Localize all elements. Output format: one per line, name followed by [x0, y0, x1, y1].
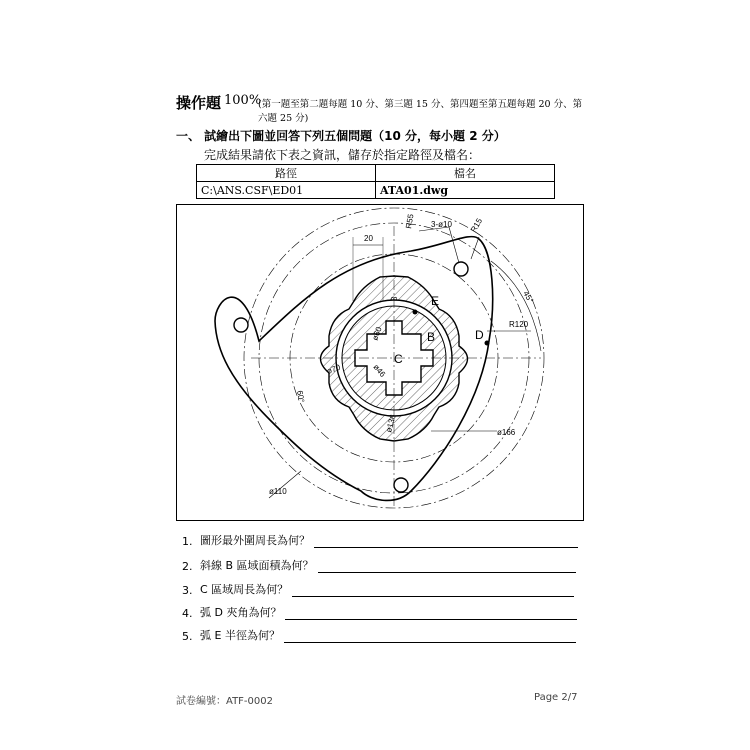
filename-value: ATA01.dwg	[376, 182, 555, 199]
question-4	[182, 604, 577, 620]
dim-136: ø136	[384, 413, 398, 434]
dim-r120: R120	[509, 320, 529, 329]
question-number: 5.	[182, 630, 193, 643]
point-d	[485, 341, 490, 346]
filename-header: 檔名	[376, 165, 555, 182]
answer-line[interactable]	[318, 562, 576, 573]
hole-left	[234, 318, 248, 332]
question-instruction: 完成結果請依下表之資訊，儲存於指定路徑及檔名：	[204, 148, 481, 162]
question-text: 圖形最外圍周長為何？	[200, 534, 310, 547]
answer-line[interactable]	[285, 609, 577, 620]
label-c: C	[394, 352, 403, 366]
dim-46: ø46	[371, 362, 388, 379]
page-number: Page 2/7	[534, 692, 578, 703]
answer-line[interactable]	[292, 586, 574, 597]
question-number: 4.	[182, 607, 193, 620]
dim-60: ø60	[370, 325, 384, 342]
dim-r15: R15	[468, 216, 485, 234]
question-number: 1.	[182, 535, 193, 548]
path-value: C:\ANS.CSF\ED01	[197, 182, 376, 199]
dim-8: 8	[390, 296, 399, 301]
dim-holes: 3-ø10	[431, 220, 452, 229]
section-title: 操作題	[176, 94, 222, 112]
exam-id: 試卷編號：ATF-0002	[176, 696, 273, 707]
label-e: E	[431, 294, 440, 308]
label-d: D	[475, 328, 484, 342]
dim-20: 20	[364, 234, 373, 243]
answer-line[interactable]	[284, 632, 576, 643]
dim-166: ø166	[497, 428, 516, 437]
question-text: 斜線 B 區域面積為何？	[200, 559, 314, 572]
hole-top-right	[454, 262, 468, 276]
dim-70: ø70	[325, 362, 342, 376]
question-3	[182, 581, 574, 597]
question-heading: 一、 試繪出下圖並回答下列五個問題（10 分，每小題 2 分）	[176, 129, 506, 143]
section-percent: 100%	[224, 93, 262, 108]
answer-line[interactable]	[314, 537, 578, 548]
technical-drawing	[176, 204, 584, 521]
dim-45: 45°	[521, 289, 536, 305]
point-e	[413, 310, 418, 315]
score-note-line1: (第一題至第二題每題 10 分、第三題 15 分、第四題至第五題每題 20 分、第	[258, 99, 583, 110]
label-b: B	[427, 330, 436, 344]
save-info-table	[196, 164, 555, 199]
question-2	[182, 557, 576, 573]
hole-bottom	[394, 478, 408, 492]
question-1	[182, 532, 578, 548]
path-header: 路徑	[197, 165, 376, 182]
question-5	[182, 627, 576, 643]
question-number: 2.	[182, 560, 193, 573]
score-note-line2: 六題 25 分)	[258, 113, 309, 124]
dim-110: ø110	[269, 487, 287, 496]
question-text: 弧 D 夾角為何？	[200, 606, 282, 619]
question-text: C 區域周長為何？	[200, 583, 289, 596]
dim-r55: R55	[404, 213, 416, 230]
dim-60deg: 60°	[295, 389, 306, 404]
question-text: 弧 E 半徑為何？	[200, 629, 280, 642]
question-number: 3.	[182, 584, 193, 597]
